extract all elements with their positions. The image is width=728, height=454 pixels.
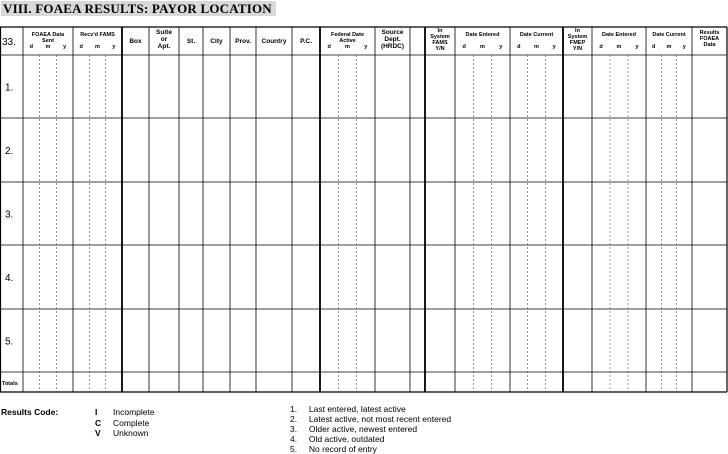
col-foaea-data-sent: Sent [42, 38, 54, 44]
col-date-current: Date Current [519, 32, 554, 38]
row-number: 1. [5, 82, 14, 94]
dmy-label: d [79, 44, 83, 50]
dmy-label: y [112, 44, 116, 50]
result-number-item: 2. Latest active, not most recent entered [290, 414, 452, 424]
dmy-label: d [327, 44, 331, 50]
result-number-item: 3. Older active, newest entered [290, 424, 418, 434]
col-results-foaea: Data [703, 42, 716, 48]
row-number: 3. [5, 209, 14, 221]
dmy-label: y [63, 44, 67, 50]
dmy-label: y [364, 44, 368, 50]
col-source-dept: (HRDC) [380, 43, 405, 50]
col-foaea-data-sent: FOAEA Data [31, 32, 65, 38]
section-number: 33. [2, 37, 16, 48]
col-in-system-fmep: System [567, 34, 588, 40]
col-date-current: Date Current [652, 32, 686, 38]
col-country: Country [261, 38, 287, 45]
col-results-foaea: Results [699, 30, 720, 36]
result-code-letter: V [95, 428, 101, 438]
col-federal-date-active: Federal Date [330, 32, 365, 38]
dmy-label: y [635, 44, 639, 50]
dmy-label: y [682, 44, 686, 50]
row-number: 4. [5, 273, 14, 284]
dmy-label: m [534, 44, 539, 50]
dmy-label: y [499, 44, 503, 50]
col-recd-fams: Recv'd FAMS [80, 32, 115, 38]
result-code-text: Complete [113, 417, 150, 428]
dmy-label: m [95, 44, 100, 50]
col-st: St. [186, 38, 196, 45]
result-number-item: 4. Old active, outdated [290, 434, 385, 444]
result-number-item: 1. Last entered, latest active [290, 404, 406, 414]
col-in-system-fams: FAMS [432, 40, 448, 46]
col-in-system-fams: In [437, 28, 443, 34]
dmy-label: d [29, 44, 34, 50]
col-suite-apt: Suite [156, 29, 172, 36]
col-federal-date-active: Active [339, 38, 356, 44]
col-in-system-fams: Y/N [435, 46, 445, 52]
col-suite-apt: or [160, 36, 168, 43]
row-number: 5. [5, 336, 14, 348]
dmy-label: m [616, 44, 622, 50]
totals-label: Totals [2, 381, 18, 387]
col-date-entered: Date Entered [465, 32, 500, 38]
col-box: Box [129, 38, 142, 45]
dmy-label: d [599, 44, 603, 50]
page-title: VIII. FOAEA RESULTS: PAYOR LOCATION [1, 1, 276, 16]
col-date-entered: Date Entered [602, 32, 636, 38]
col-in-system-fmep: FMEP [569, 40, 586, 46]
col-in-system-fmep: Y/N [572, 46, 583, 52]
dmy-label: m [480, 44, 485, 50]
dmy-label: y [552, 44, 556, 50]
col-in-system-fams: System [430, 34, 450, 40]
dmy-label: m [345, 44, 350, 50]
col-source-dept: Dept. [384, 36, 401, 43]
dmy-label: d [462, 44, 466, 50]
col-pc: P.C. [300, 38, 312, 45]
result-code-letter: I [95, 407, 98, 417]
col-suite-apt: Apt. [157, 43, 171, 50]
dmy-label: d [651, 44, 656, 50]
dmy-label: d [517, 44, 521, 50]
result-code-letter: C [95, 417, 102, 428]
results-code-label: Results Code: [1, 407, 59, 417]
row-number: 2. [5, 146, 14, 157]
col-in-system-fmep: In [575, 28, 580, 34]
dmy-label: m [666, 44, 672, 50]
dmy-label: m [45, 44, 51, 50]
result-number-item: 5. No record of entry [290, 444, 377, 454]
col-source-dept: Source [381, 29, 404, 36]
col-prov: Prov. [235, 38, 251, 45]
result-code-text: Incomplete [113, 407, 155, 417]
col-results-foaea: FOAEA [699, 36, 720, 42]
col-city: City [210, 38, 223, 45]
result-code-text: Unknown [113, 428, 149, 438]
